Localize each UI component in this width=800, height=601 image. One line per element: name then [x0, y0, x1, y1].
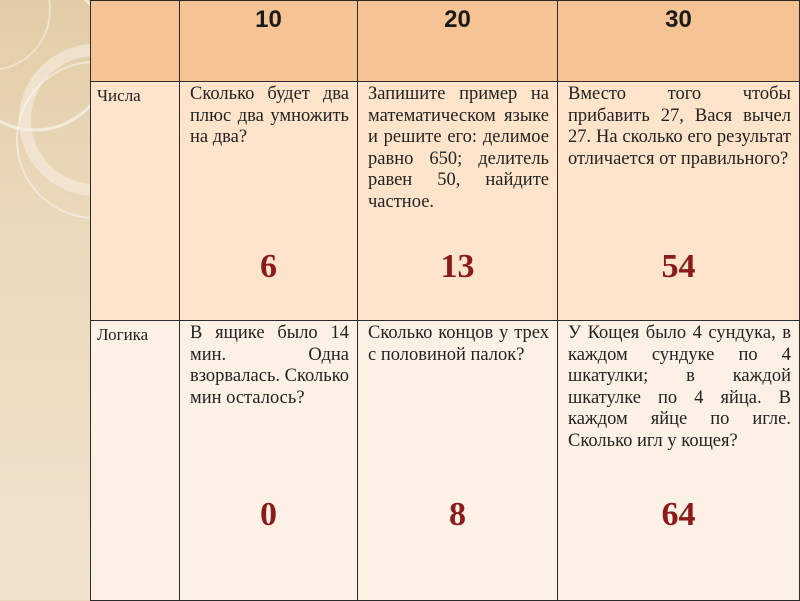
- row-label-numbers: Числа: [91, 82, 180, 321]
- answer-value: 54: [661, 248, 696, 285]
- header-row: [91, 1, 800, 82]
- question-text: Вместо того чтобы прибавить 27, Вася вычел 27. На сколько его результат отличается от правильного?: [568, 84, 791, 169]
- points-header-20: 20: [358, 1, 558, 82]
- question-text: В ящике было 14 мин. Одна взорвалась. Сколько мин осталось?: [190, 323, 350, 408]
- question-cell[interactable]: [180, 82, 358, 321]
- points-header-30: 30: [558, 1, 800, 82]
- question-cell[interactable]: [558, 321, 800, 601]
- question-cell[interactable]: [558, 82, 800, 321]
- question-text: Сколько концов у трех с половиной палок?: [368, 323, 549, 365]
- question-text: Сколько будет два плюс два умножить на два?: [190, 84, 349, 147]
- table-row-numbers: [91, 82, 800, 321]
- question-cell[interactable]: [358, 321, 558, 601]
- quiz-table: [90, 0, 800, 601]
- decorative-background: [0, 0, 95, 600]
- question-text: Запишите пример на математическом языке и решите его: делимое равно 650; делитель равен 50, найдите частное.: [368, 84, 549, 212]
- corner-cell: [91, 1, 180, 82]
- answer-value: 0: [260, 496, 277, 533]
- answer-value: 13: [440, 248, 475, 285]
- decorative-circles: [0, 0, 95, 600]
- answer-value: 64: [661, 496, 696, 533]
- question-text: У Кощея было 4 сундука, в каждом сундуке по 4 шкатулки; в каждой шкатулке по 4 яйца. В каждом яйце по игле. Сколько игл у кощея?: [568, 323, 791, 451]
- question-cell[interactable]: [358, 82, 558, 321]
- table-row-logic: [91, 321, 800, 601]
- answer-value: 6: [260, 248, 277, 285]
- row-label-logic: Логика: [91, 321, 180, 601]
- question-cell[interactable]: [180, 321, 358, 601]
- points-header-10: 10: [180, 1, 358, 82]
- answer-value: 8: [449, 496, 466, 533]
